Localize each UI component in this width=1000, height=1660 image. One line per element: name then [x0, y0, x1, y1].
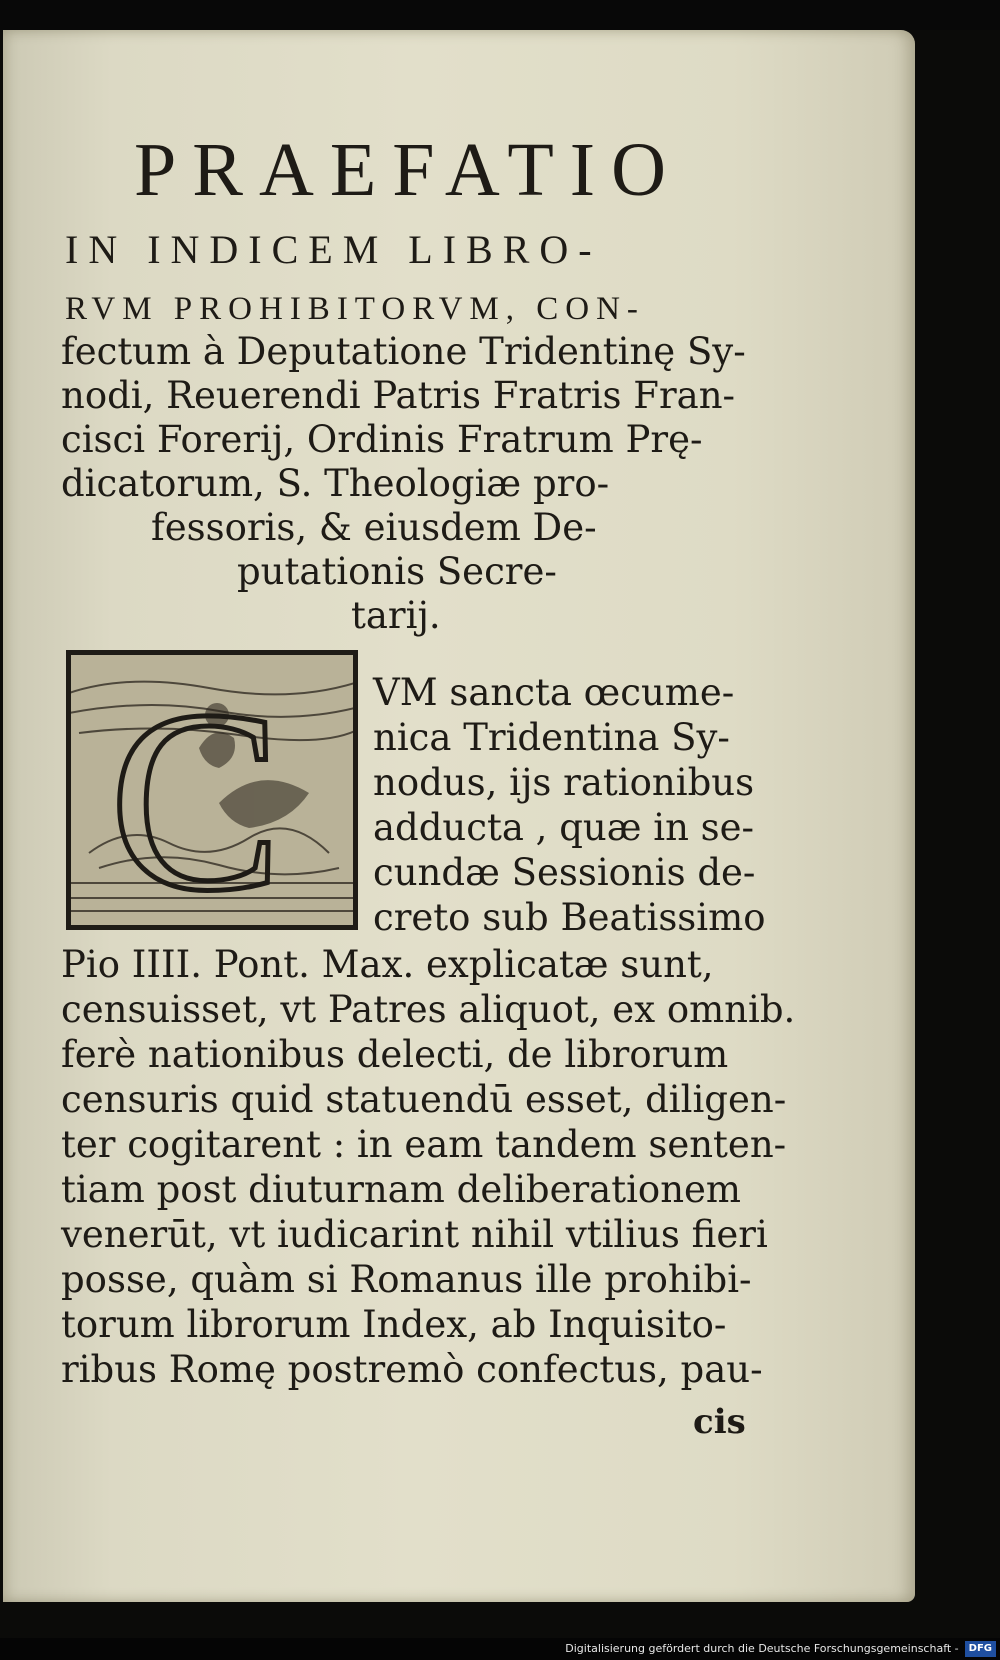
body-line: tiam post diuturnam deliberationem: [61, 1168, 742, 1211]
drop-cap-line: nodus, ijs rationibus: [373, 761, 755, 804]
body-line: ter cogitarent : in eam tandem senten-: [61, 1123, 787, 1166]
body-text: [61, 942, 796, 1392]
title-caps-line-2: RVM PROHIBITORVM, CON-: [65, 291, 645, 327]
body-line: ribus Romę postremò confectus, pau-: [61, 1348, 763, 1391]
drop-cap-line: nica Tridentina Sy-: [373, 716, 730, 759]
heading-line: tarij.: [351, 594, 441, 637]
title-caps-line-1: IN INDICEM LIBRO-: [65, 227, 602, 272]
decorated-initial-woodcut: [66, 650, 358, 930]
body-line: censuris quid statuendū esset, diligen-: [61, 1078, 787, 1121]
heading-line: dicatorum, S. Theologiæ pro-: [61, 462, 610, 505]
drop-cap-line: creto sub Beatissimo: [373, 896, 766, 939]
heading-line: fectum à Deputatione Tridentinę Sy-: [61, 330, 746, 373]
drop-cap-letter: C: [109, 657, 283, 927]
dfg-logo-icon: DFG: [965, 1641, 996, 1657]
heading-block: [61, 330, 761, 638]
drop-cap-text: [373, 670, 766, 940]
digitization-footer: [0, 1638, 1000, 1660]
drop-cap-line: cundæ Sessionis de-: [373, 851, 756, 894]
heading-line: fessoris, & eiusdem De-: [151, 506, 597, 549]
body-line: censuisset, vt Patres aliquot, ex omnib.: [61, 988, 796, 1031]
book-page: [3, 30, 915, 1602]
body-line: ferè nationibus delecti, de librorum: [61, 1033, 729, 1076]
drop-cap-line: VM sancta œcume-: [373, 671, 735, 714]
heading-line: putationis Secre-: [237, 550, 557, 593]
body-line: venerūt, vt iudicarint nihil vtilius fieri: [61, 1213, 768, 1256]
heading-line: cisci Forerij, Ordinis Fratrum Prę-: [61, 418, 703, 461]
body-line: torum librorum Index, ab Inquisito-: [61, 1303, 727, 1346]
body-line: Pio IIII. Pont. Max. explicatæ sunt,: [61, 943, 714, 986]
drop-cap-line: adducta , quæ in se-: [373, 806, 755, 849]
page-title: PRAEFATIO: [134, 128, 682, 212]
scan-top-border: [0, 0, 1000, 30]
woodcut-illustration: [69, 653, 355, 927]
heading-line: nodi, Reuerendi Patris Fratris Fran-: [61, 374, 736, 417]
body-line: posse, quàm si Romanus ille prohibi-: [61, 1258, 752, 1301]
footer-text: Digitalisierung gefördert durch die Deutsche Forschungsgemeinschaft -: [565, 1642, 959, 1655]
catchword: cis: [693, 1402, 746, 1442]
